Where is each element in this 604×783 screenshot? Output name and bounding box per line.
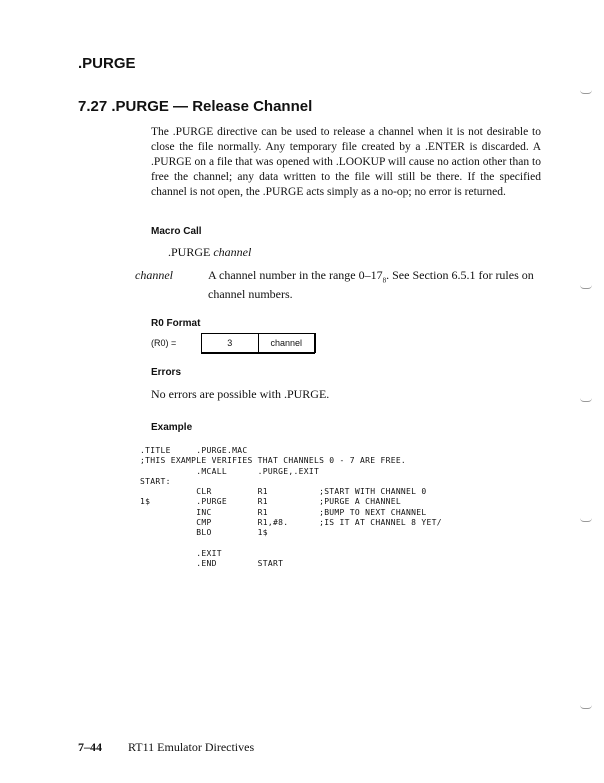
r0-format-box <box>201 333 315 353</box>
example-code: .TITLE .PURGE.MAC ;THIS EXAMPLE VERIFIES THAT CHANNELS 0 - 7 ARE FREE. .MCALL .PURGE,.EXIT START: CLR R1 ;START WITH CHANNEL 0 1$ .PURGE R1 ;PURGE A CHANNEL INC R1 ;BUMP TO NEXT CHANNEL CMP R1,#8. ;IS IT AT CHANNEL 8 YET/ BLO 1$ .EXIT .END START <box>140 446 442 569</box>
margin-mark <box>580 705 592 709</box>
errors-heading: Errors <box>151 367 182 378</box>
r0-cell-channel: channel <box>258 334 315 352</box>
directive-argument: channel <box>213 245 252 259</box>
errors-text: No errors are possible with .PURGE. <box>151 387 330 401</box>
margin-mark <box>580 398 592 402</box>
margin-mark <box>580 518 592 522</box>
r0-label: (R0) = <box>151 338 177 348</box>
running-head: .PURGE <box>78 55 136 72</box>
example-heading: Example <box>151 422 193 433</box>
margin-mark <box>580 285 592 289</box>
margin-mark <box>580 90 592 94</box>
r0-format-heading: R0 Format <box>151 318 201 329</box>
arg-desc-part2: . See Section 6.5.1 for rules on channel numbers. <box>208 268 534 302</box>
intro-paragraph: The .PURGE directive can be used to release a channel when it is not desirable to close the file normally. Any temporary file created by a .ENTER is discarded. A .PURGE on a file that was opened with .LOOKUP will cause no action other than to free the channel; any data written to the file will still be there. If the specified channel is not open, the .PURGE acts simply as a no-op; no error is returned. <box>151 126 541 198</box>
argument-description <box>208 268 544 301</box>
r0-cell-code: 3 <box>227 338 233 348</box>
arg-desc-part1: A channel number in the range 0–17 <box>208 268 383 282</box>
macro-call-heading: Macro Call <box>151 226 202 237</box>
section-title-text: .PURGE — Release Channel <box>111 98 313 115</box>
arg-desc-subscript: 8 <box>382 276 387 285</box>
section-number: 7.27 <box>78 98 108 115</box>
footer-title: RT11 Emulator Directives <box>128 740 255 754</box>
footer-page-number: 7–44 <box>78 740 102 754</box>
macro-syntax <box>168 245 251 260</box>
argument-name: channel <box>135 268 173 282</box>
directive-name: .PURGE <box>168 245 211 259</box>
section-title <box>78 98 312 115</box>
